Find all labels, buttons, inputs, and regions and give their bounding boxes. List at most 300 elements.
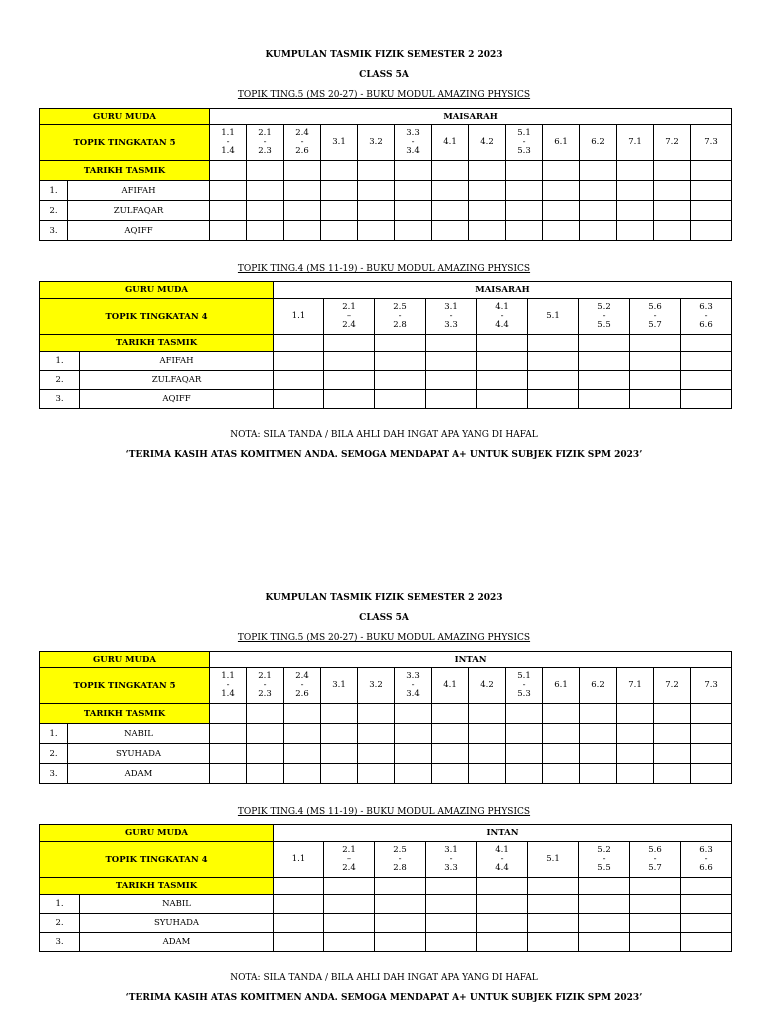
- check-cell[interactable]: [654, 764, 691, 784]
- check-cell[interactable]: [477, 878, 528, 895]
- check-cell[interactable]: [321, 221, 358, 241]
- check-cell[interactable]: [654, 221, 691, 241]
- check-cell[interactable]: [681, 914, 732, 933]
- check-cell[interactable]: [274, 352, 324, 371]
- topic-cell: [358, 668, 395, 704]
- check-cell[interactable]: [654, 181, 691, 201]
- check-cell[interactable]: [284, 764, 321, 784]
- check-cell[interactable]: [681, 878, 732, 895]
- topik-t5-label: TOPIK TINGKATAN 5: [40, 668, 210, 704]
- member-row: [40, 390, 732, 409]
- topic-cell: [324, 299, 375, 335]
- check-cell[interactable]: [506, 221, 543, 241]
- topic-cell: [395, 668, 432, 704]
- check-cell[interactable]: [579, 914, 630, 933]
- check-cell[interactable]: [358, 221, 395, 241]
- check-cell[interactable]: [324, 933, 375, 952]
- check-cell[interactable]: [579, 352, 630, 371]
- check-cell[interactable]: [506, 181, 543, 201]
- check-cell[interactable]: [477, 933, 528, 952]
- check-cell[interactable]: [426, 390, 477, 409]
- check-cell[interactable]: [274, 895, 324, 914]
- topic-text: 1.1: [291, 854, 306, 864]
- member-row: [40, 181, 732, 201]
- check-cell[interactable]: [691, 181, 732, 201]
- topic-text: 2.8: [393, 320, 407, 330]
- check-cell[interactable]: [395, 221, 432, 241]
- check-cell[interactable]: [681, 895, 732, 914]
- topic-text: -: [411, 137, 415, 147]
- check-cell[interactable]: [432, 724, 469, 744]
- member-number: 3.: [40, 764, 68, 784]
- check-cell[interactable]: [506, 744, 543, 764]
- check-cell[interactable]: [432, 161, 469, 181]
- member-name: AFIFAH: [68, 181, 210, 201]
- topic-text: 2.4: [342, 320, 356, 330]
- check-cell[interactable]: [691, 764, 732, 784]
- check-cell[interactable]: [284, 704, 321, 724]
- member-name: ZULFAQAR: [80, 371, 274, 390]
- check-cell[interactable]: [506, 704, 543, 724]
- check-cell[interactable]: [358, 181, 395, 201]
- check-cell[interactable]: [274, 371, 324, 390]
- check-cell[interactable]: [321, 181, 358, 201]
- check-cell[interactable]: [528, 371, 579, 390]
- member-row: [40, 371, 732, 390]
- check-cell[interactable]: [284, 161, 321, 181]
- check-cell[interactable]: [324, 914, 375, 933]
- check-cell[interactable]: [284, 744, 321, 764]
- check-cell[interactable]: [477, 914, 528, 933]
- topic-cell: [681, 842, 732, 878]
- topic-text: –: [346, 311, 352, 321]
- topic-text: 4.2: [480, 680, 494, 690]
- check-cell[interactable]: [375, 371, 426, 390]
- topic-cell: [528, 299, 579, 335]
- topic-cell: [375, 842, 426, 878]
- topic-cell: [274, 299, 324, 335]
- topic-text: 6.6: [699, 320, 713, 330]
- check-cell[interactable]: [630, 352, 681, 371]
- check-cell[interactable]: [617, 744, 654, 764]
- topik-row: [40, 125, 732, 161]
- check-cell[interactable]: [210, 744, 247, 764]
- check-cell[interactable]: [358, 764, 395, 784]
- check-cell[interactable]: [630, 335, 681, 352]
- topic-cell: [654, 125, 691, 161]
- topic-text: 4.1: [443, 680, 457, 690]
- quote: ‘TERIMA KASIH ATAS KOMITMEN ANDA. SEMOGA MENDAPAT A+ UNTUK SUBJEK FIZIK SPM 2023’: [125, 450, 643, 460]
- topic-cell: [321, 668, 358, 704]
- member-number: 2.: [40, 744, 68, 764]
- check-cell[interactable]: [247, 744, 284, 764]
- check-cell[interactable]: [528, 914, 579, 933]
- check-cell[interactable]: [284, 221, 321, 241]
- check-cell[interactable]: [579, 878, 630, 895]
- check-cell[interactable]: [543, 744, 580, 764]
- check-cell[interactable]: [247, 704, 284, 724]
- check-cell[interactable]: [617, 201, 654, 221]
- member-row: [40, 201, 732, 221]
- topic-text: 6.1: [554, 680, 568, 690]
- check-cell[interactable]: [506, 764, 543, 784]
- guru-name: MAISARAH: [274, 282, 732, 299]
- check-cell[interactable]: [543, 221, 580, 241]
- check-cell[interactable]: [579, 335, 630, 352]
- check-cell[interactable]: [528, 335, 579, 352]
- topic-cell: [579, 299, 630, 335]
- check-cell[interactable]: [274, 878, 324, 895]
- check-cell[interactable]: [395, 201, 432, 221]
- check-cell[interactable]: [579, 895, 630, 914]
- check-cell[interactable]: [247, 181, 284, 201]
- tarikh-row: [40, 878, 732, 895]
- topic-text: 1.4: [221, 146, 235, 156]
- check-cell[interactable]: [375, 895, 426, 914]
- member-number: 1.: [40, 352, 80, 371]
- member-row: [40, 221, 732, 241]
- topic-cell: [247, 125, 284, 161]
- topic-text: -: [522, 680, 526, 690]
- member-name: ADAM: [68, 764, 210, 784]
- check-cell[interactable]: [580, 704, 617, 724]
- check-cell[interactable]: [395, 744, 432, 764]
- topic-text: -: [500, 311, 504, 321]
- check-cell[interactable]: [681, 371, 732, 390]
- check-cell[interactable]: [580, 764, 617, 784]
- topic-cell: [210, 668, 247, 704]
- check-cell[interactable]: [617, 161, 654, 181]
- topic-text: 3.4: [406, 689, 420, 699]
- topic-cell: [426, 842, 477, 878]
- tarikh-row: [40, 161, 732, 181]
- member-row: [40, 914, 732, 933]
- topic-text: 7.2: [665, 680, 679, 690]
- topic-cell: [617, 668, 654, 704]
- check-cell[interactable]: [469, 161, 506, 181]
- check-cell[interactable]: [432, 764, 469, 784]
- check-cell[interactable]: [654, 161, 691, 181]
- topic-cell: [506, 668, 543, 704]
- check-cell[interactable]: [432, 181, 469, 201]
- check-cell[interactable]: [617, 221, 654, 241]
- check-cell[interactable]: [691, 161, 732, 181]
- member-number: 2.: [40, 201, 68, 221]
- check-cell[interactable]: [426, 914, 477, 933]
- check-cell[interactable]: [477, 371, 528, 390]
- check-cell[interactable]: [469, 764, 506, 784]
- guru-muda-label: GURU MUDA: [40, 825, 274, 842]
- check-cell[interactable]: [375, 390, 426, 409]
- check-cell[interactable]: [617, 181, 654, 201]
- check-cell[interactable]: [321, 201, 358, 221]
- topic-cell: [426, 299, 477, 335]
- member-number: 3.: [40, 390, 80, 409]
- topic-text: 1.4: [221, 689, 235, 699]
- check-cell[interactable]: [274, 914, 324, 933]
- topic-text: 2.1: [342, 845, 356, 855]
- check-cell[interactable]: [506, 724, 543, 744]
- check-cell[interactable]: [630, 371, 681, 390]
- check-cell[interactable]: [210, 161, 247, 181]
- topic-text: 7.3: [704, 137, 718, 147]
- check-cell[interactable]: [284, 181, 321, 201]
- check-cell[interactable]: [432, 704, 469, 724]
- topic-text: -: [263, 137, 267, 147]
- topic-text: 5.6: [648, 302, 662, 312]
- check-cell[interactable]: [580, 724, 617, 744]
- topic-text: 4.2: [480, 137, 494, 147]
- check-cell[interactable]: [274, 390, 324, 409]
- check-cell[interactable]: [630, 933, 681, 952]
- tarikh-label: TARIKH TASMIK: [40, 878, 274, 895]
- check-cell[interactable]: [324, 390, 375, 409]
- check-cell[interactable]: [579, 390, 630, 409]
- check-cell[interactable]: [691, 704, 732, 724]
- check-cell[interactable]: [691, 744, 732, 764]
- topic-text: -: [704, 311, 708, 321]
- check-cell[interactable]: [469, 724, 506, 744]
- check-cell[interactable]: [617, 704, 654, 724]
- check-cell[interactable]: [321, 724, 358, 744]
- check-cell[interactable]: [543, 181, 580, 201]
- check-cell[interactable]: [426, 895, 477, 914]
- check-cell[interactable]: [469, 181, 506, 201]
- check-cell[interactable]: [324, 878, 375, 895]
- topic-text: 5.6: [648, 845, 662, 855]
- member-row: [40, 724, 732, 744]
- check-cell[interactable]: [426, 352, 477, 371]
- check-cell[interactable]: [324, 335, 375, 352]
- check-cell[interactable]: [321, 161, 358, 181]
- topik-t5-heading: TOPIK TING.5 (MS 20-27) - BUKU MODUL AMAZING PHYSICS: [237, 633, 531, 643]
- topic-cell: [432, 125, 469, 161]
- check-cell[interactable]: [654, 704, 691, 724]
- topic-text: 2.6: [295, 146, 309, 156]
- check-cell[interactable]: [274, 335, 324, 352]
- check-cell[interactable]: [477, 390, 528, 409]
- topic-text: 1.1: [221, 671, 235, 681]
- check-cell[interactable]: [247, 764, 284, 784]
- member-row: [40, 895, 732, 914]
- check-cell[interactable]: [321, 764, 358, 784]
- check-cell[interactable]: [358, 744, 395, 764]
- check-cell[interactable]: [691, 221, 732, 241]
- check-cell[interactable]: [210, 221, 247, 241]
- quote: ‘TERIMA KASIH ATAS KOMITMEN ANDA. SEMOGA MENDAPAT A+ UNTUK SUBJEK FIZIK SPM 2023’: [125, 993, 643, 1003]
- tarikh-label: TARIKH TASMIK: [40, 704, 210, 724]
- topic-text: 7.3: [704, 680, 718, 690]
- topic-text: 6.3: [699, 302, 713, 312]
- check-cell[interactable]: [432, 221, 469, 241]
- topic-text: 5.2: [597, 302, 611, 312]
- topic-cell: [274, 842, 324, 878]
- topic-text: 5.7: [648, 863, 662, 873]
- topic-cell: [321, 125, 358, 161]
- check-cell[interactable]: [324, 352, 375, 371]
- check-cell[interactable]: [324, 371, 375, 390]
- check-cell[interactable]: [426, 878, 477, 895]
- topic-cell: [654, 668, 691, 704]
- check-cell[interactable]: [358, 724, 395, 744]
- guru-name: MAISARAH: [210, 109, 732, 125]
- nota: NOTA: SILA TANDA / BILA AHLI DAH INGAT APA YANG DI HAFAL: [230, 973, 538, 983]
- check-cell[interactable]: [321, 704, 358, 724]
- check-cell[interactable]: [580, 161, 617, 181]
- topik-t4-label: TOPIK TINGKATAN 4: [40, 842, 274, 878]
- check-cell[interactable]: [528, 352, 579, 371]
- topic-cell: [284, 125, 321, 161]
- check-cell[interactable]: [681, 933, 732, 952]
- check-cell[interactable]: [321, 744, 358, 764]
- check-cell[interactable]: [375, 933, 426, 952]
- check-cell[interactable]: [681, 390, 732, 409]
- check-cell[interactable]: [630, 914, 681, 933]
- topic-text: 2.1: [258, 671, 272, 681]
- check-cell[interactable]: [681, 352, 732, 371]
- check-cell[interactable]: [630, 895, 681, 914]
- check-cell[interactable]: [469, 704, 506, 724]
- check-cell[interactable]: [528, 933, 579, 952]
- topic-text: 5.1: [546, 311, 560, 321]
- check-cell[interactable]: [654, 201, 691, 221]
- check-cell[interactable]: [432, 201, 469, 221]
- tarikh-row: [40, 704, 732, 724]
- topic-text: 5.1: [517, 128, 531, 138]
- topic-text: 2.3: [258, 689, 272, 699]
- member-row: [40, 933, 732, 952]
- topic-cell: [284, 668, 321, 704]
- check-cell[interactable]: [506, 161, 543, 181]
- topik-row: [40, 299, 732, 335]
- member-name: NABIL: [80, 895, 274, 914]
- check-cell[interactable]: [274, 933, 324, 952]
- topik-t4-label: TOPIK TINGKATAN 4: [40, 299, 274, 335]
- check-cell[interactable]: [247, 221, 284, 241]
- check-cell[interactable]: [469, 744, 506, 764]
- check-cell[interactable]: [543, 704, 580, 724]
- topic-cell: [358, 125, 395, 161]
- check-cell[interactable]: [426, 371, 477, 390]
- check-cell[interactable]: [477, 352, 528, 371]
- topic-text: -: [300, 137, 304, 147]
- check-cell[interactable]: [210, 724, 247, 744]
- member-name: AFIFAH: [80, 352, 274, 371]
- check-cell[interactable]: [580, 221, 617, 241]
- check-cell[interactable]: [691, 201, 732, 221]
- check-cell[interactable]: [375, 335, 426, 352]
- check-cell[interactable]: [395, 764, 432, 784]
- check-cell[interactable]: [580, 181, 617, 201]
- member-name: ADAM: [80, 933, 274, 952]
- check-cell[interactable]: [617, 764, 654, 784]
- topik-row: [40, 842, 732, 878]
- topic-text: 4.4: [495, 863, 509, 873]
- check-cell[interactable]: [681, 335, 732, 352]
- check-cell[interactable]: [426, 933, 477, 952]
- check-cell[interactable]: [247, 201, 284, 221]
- check-cell[interactable]: [477, 895, 528, 914]
- topic-text: -: [522, 137, 526, 147]
- guru-muda-label: GURU MUDA: [40, 109, 210, 125]
- topic-text: -: [263, 680, 267, 690]
- topic-cell: [528, 842, 579, 878]
- check-cell[interactable]: [630, 390, 681, 409]
- check-cell[interactable]: [528, 390, 579, 409]
- member-number: 3.: [40, 933, 80, 952]
- topic-text: 4.1: [443, 137, 457, 147]
- check-cell[interactable]: [580, 201, 617, 221]
- check-cell[interactable]: [543, 724, 580, 744]
- topic-cell: [247, 668, 284, 704]
- check-cell[interactable]: [617, 724, 654, 744]
- member-row: [40, 352, 732, 371]
- check-cell[interactable]: [210, 181, 247, 201]
- topic-text: 2.6: [295, 689, 309, 699]
- check-cell[interactable]: [358, 161, 395, 181]
- check-cell[interactable]: [284, 201, 321, 221]
- check-cell[interactable]: [210, 704, 247, 724]
- check-cell[interactable]: [528, 878, 579, 895]
- topic-text: 3.2: [369, 680, 383, 690]
- check-cell[interactable]: [426, 335, 477, 352]
- check-cell[interactable]: [580, 744, 617, 764]
- topik-t5-label: TOPIK TINGKATAN 5: [40, 125, 210, 161]
- check-cell[interactable]: [395, 704, 432, 724]
- check-cell[interactable]: [579, 371, 630, 390]
- check-cell[interactable]: [691, 724, 732, 744]
- check-cell[interactable]: [395, 161, 432, 181]
- topic-text: 6.2: [591, 137, 605, 147]
- check-cell[interactable]: [469, 221, 506, 241]
- topic-cell: [375, 299, 426, 335]
- tarikh-label: TARIKH TASMIK: [40, 161, 210, 181]
- topic-cell: [324, 842, 375, 878]
- check-cell[interactable]: [543, 201, 580, 221]
- check-cell[interactable]: [469, 201, 506, 221]
- member-number: 1.: [40, 724, 68, 744]
- check-cell[interactable]: [284, 724, 321, 744]
- member-number: 1.: [40, 895, 80, 914]
- check-cell[interactable]: [543, 161, 580, 181]
- check-cell[interactable]: [654, 724, 691, 744]
- check-cell[interactable]: [247, 161, 284, 181]
- check-cell[interactable]: [375, 914, 426, 933]
- check-cell[interactable]: [506, 201, 543, 221]
- check-cell[interactable]: [477, 335, 528, 352]
- check-cell[interactable]: [432, 744, 469, 764]
- topic-text: -: [653, 311, 657, 321]
- check-cell[interactable]: [375, 878, 426, 895]
- check-cell[interactable]: [358, 704, 395, 724]
- topic-cell: [691, 668, 732, 704]
- check-cell[interactable]: [543, 764, 580, 784]
- check-cell[interactable]: [324, 895, 375, 914]
- check-cell[interactable]: [375, 352, 426, 371]
- topic-text: 2.4: [295, 671, 309, 681]
- check-cell[interactable]: [395, 181, 432, 201]
- check-cell[interactable]: [358, 201, 395, 221]
- check-cell[interactable]: [395, 724, 432, 744]
- topic-cell: [477, 842, 528, 878]
- check-cell[interactable]: [630, 878, 681, 895]
- check-cell[interactable]: [247, 724, 284, 744]
- check-cell[interactable]: [210, 201, 247, 221]
- check-cell[interactable]: [210, 764, 247, 784]
- check-cell[interactable]: [654, 744, 691, 764]
- check-cell[interactable]: [579, 933, 630, 952]
- check-cell[interactable]: [528, 895, 579, 914]
